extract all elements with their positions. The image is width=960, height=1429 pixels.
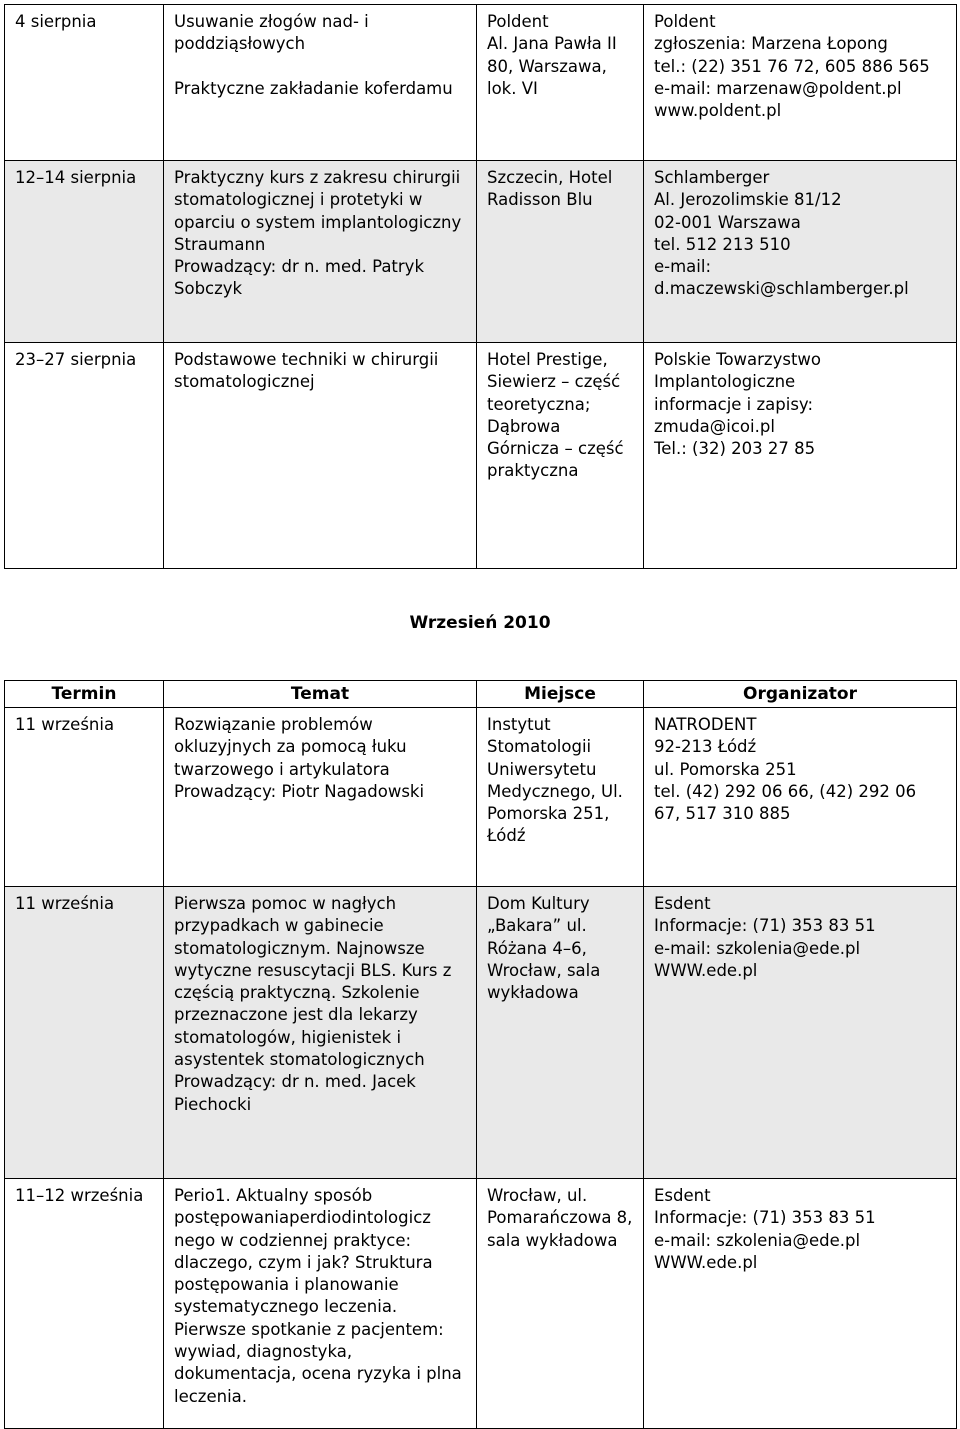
- header-organizator: Organizator: [644, 681, 957, 708]
- cell-miejsce: Instytut Stomatologii Uniwersytetu Medycznego, Ul. Pomorska 251, Łódź: [477, 708, 644, 887]
- cell-temat: Pierwsza pomoc w nagłych przypadkach w gabinecie stomatologicznym. Najnowsze wytyczne resuscytacji BLS. Kurs z częścią praktyczną. Szkolenie przeznaczone jest dla lekarzy stomatologów, higienistek i asystentek stomatologicznych Prowadzący: dr n. med. Jacek Piechocki: [164, 887, 477, 1179]
- cell-termin: 11 września: [5, 887, 164, 1179]
- cell-temat: Perio1. Aktualny sposób postępowaniaperdiodintologicz nego w codziennej praktyce: dlaczego, czym i jak? Struktura postępowania i planowanie systematycznego leczenia. Pierwsze spotkanie z pacjentem: wywiad, diagnostyka, dokumentacja, ocena ryzyka i plna leczenia.: [164, 1179, 477, 1429]
- cell-termin: 23–27 sierpnia: [5, 343, 164, 569]
- table-row: [5, 708, 957, 887]
- cell-termin: 4 sierpnia: [5, 5, 164, 161]
- cell-miejsce: Dom Kultury „Bakara” ul. Różana 4–6, Wrocław, sala wykładowa: [477, 887, 644, 1179]
- cell-miejsce: Wrocław, ul. Pomarańczowa 8, sala wykładowa: [477, 1179, 644, 1429]
- cell-organizator: Polskie Towarzystwo Implantologiczne informacje i zapisy: zmuda@icoi.pl Tel.: (32) 203 27 85: [644, 343, 957, 569]
- table-row: [5, 5, 957, 161]
- table-row: [5, 343, 957, 569]
- table-row: [5, 887, 957, 1179]
- cell-organizator: Poldent zgłoszenia: Marzena Łopong tel.: (22) 351 76 72, 605 886 565 e-mail: marzenaw@poldent.pl www.poldent.pl: [644, 5, 957, 161]
- cell-termin: 12–14 sierpnia: [5, 161, 164, 343]
- header-termin: Termin: [5, 681, 164, 708]
- cell-organizator: NATRODENT 92-213 Łódź ul. Pomorska 251 tel. (42) 292 06 66, (42) 292 06 67, 517 310 885: [644, 708, 957, 887]
- table-header-row: [5, 681, 957, 708]
- cell-miejsce: Poldent Al. Jana Pawła II 80, Warszawa, lok. VI: [477, 5, 644, 161]
- section-title: Wrzesień 2010: [409, 613, 551, 633]
- cell-miejsce: Hotel Prestige, Siewierz – część teoretyczna; Dąbrowa Górnicza – część praktyczna: [477, 343, 644, 569]
- events-table-september: [4, 680, 957, 1429]
- cell-miejsce: Szczecin, Hotel Radisson Blu: [477, 161, 644, 343]
- header-temat: Temat: [164, 681, 477, 708]
- table-row: [5, 161, 957, 343]
- cell-termin: 11 września: [5, 708, 164, 887]
- cell-temat: Usuwanie złogów nad- i poddziąsłowych Praktyczne zakładanie koferdamu: [164, 5, 477, 161]
- cell-organizator: Schlamberger Al. Jerozolimskie 81/12 02-001 Warszawa tel. 512 213 510 e-mail: d.maczewski@schlamberger.pl: [644, 161, 957, 343]
- cell-organizator: Esdent Informacje: (71) 353 83 51 e-mail: szkolenia@ede.pl WWW.ede.pl: [644, 887, 957, 1179]
- cell-temat: Rozwiązanie problemów okluzyjnych za pomocą łuku twarzowego i artykulatora Prowadzący: Piotr Nagadowski: [164, 708, 477, 887]
- header-miejsce: Miejsce: [477, 681, 644, 708]
- events-table-august: [4, 4, 957, 569]
- table-row: [5, 1179, 957, 1429]
- cell-termin: 11–12 września: [5, 1179, 164, 1429]
- cell-temat: Praktyczny kurs z zakresu chirurgii stomatologicznej i protetyki w oparciu o system implantologiczny Straumann Prowadzący: dr n. med. Patryk Sobczyk: [164, 161, 477, 343]
- cell-organizator: Esdent Informacje: (71) 353 83 51 e-mail: szkolenia@ede.pl WWW.ede.pl: [644, 1179, 957, 1429]
- cell-temat: Podstawowe techniki w chirurgii stomatologicznej: [164, 343, 477, 569]
